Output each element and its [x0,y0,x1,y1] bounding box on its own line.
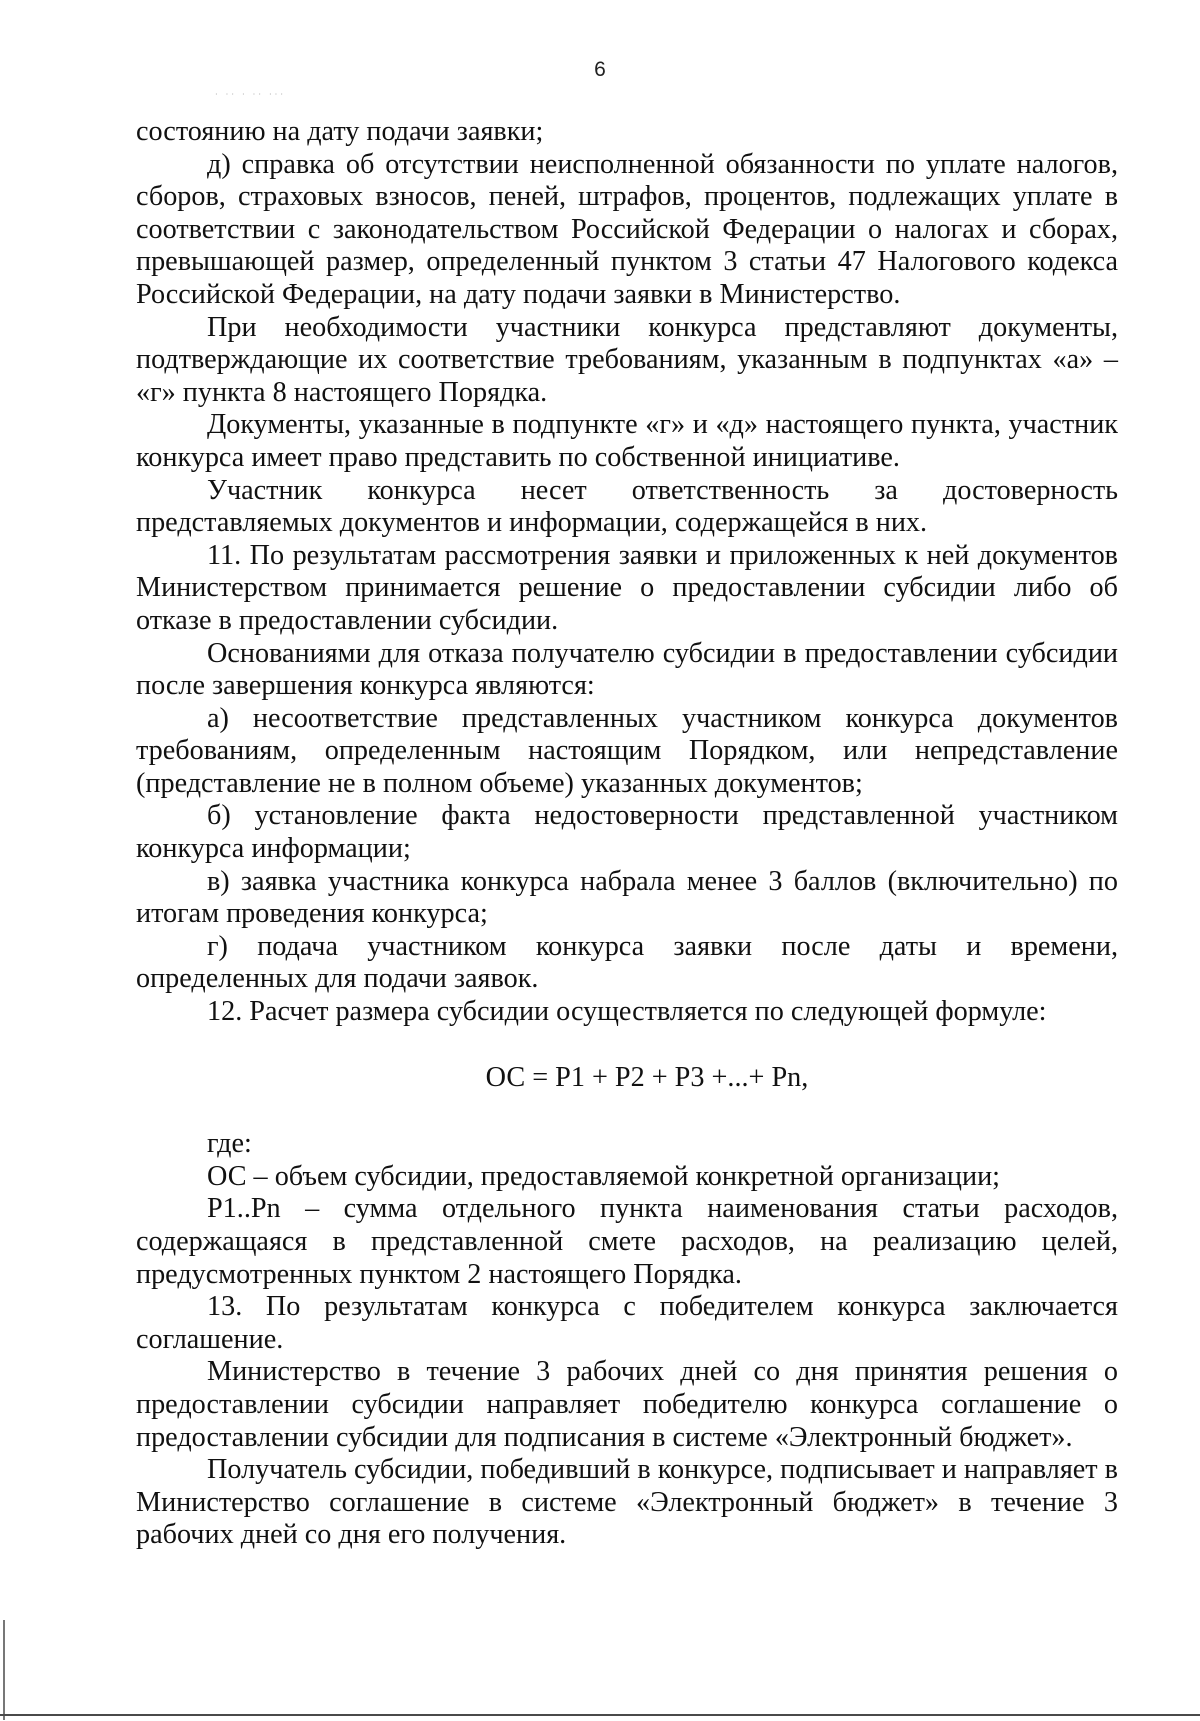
document-body [136,116,1118,1552]
paragraph: Министерство в течение 3 рабочих дней со дня принятия решения о предоставлении субсидии направляет победителю конкурса соглашение о предоставлении субсидии для подписания в системе «Электронный бюджет». [136,1356,1118,1453]
paragraph: где: [207,1128,252,1160]
page-number: 6 [594,58,606,81]
paragraph: Документы, указанные в подпункте «г» и «д» настоящего пункта, участник конкурса имеет право представить по собственной инициативе. [136,409,1118,473]
paragraph: ОС – объем субсидии, предоставляемой конкретной организации; [207,1160,1001,1192]
paragraph: в) заявка участника конкурса набрала менее 3 баллов (включительно) по итогам проведения конкурса; [136,865,1118,930]
paragraph: Получатель субсидии, победивший в конкурсе, подписывает и направляет в Министерство соглашение в системе «Электронный бюджет» в течение 3 рабочих дней со дня его получения. [136,1454,1118,1551]
paragraph: 13. По результатам конкурса с победителем конкурса заключается соглашение. [136,1291,1118,1355]
paragraph: 12. Расчет размера субсидии осуществляется по следующей формуле: [207,996,1047,1028]
paragraph: Основаниями для отказа получателю субсидии в предоставлении субсидии после завершения конкурса являются: [136,637,1118,702]
paragraph: г) подача участником конкурса заявки после даты и времени, определенных для подачи заявок. [136,930,1118,995]
scan-artifact: · ·· · ·· ··· [215,90,286,99]
paragraph: Р1..Рn – сумма отдельного пункта наименования статьи расходов, содержащаяся в представленной смете расходов, на реализацию целей, предусмотренных пунктом 2 настоящего Порядка. [136,1193,1118,1290]
scan-bottom-edge [0,1714,1200,1716]
subsidy-formula: ОС = Р1 + Р2 + Р3 +...+ Рn, [485,1061,809,1093]
paragraph: Участник конкурса несет ответственность за достоверность представляемых документов и информации, содержащейся в них. [136,474,1118,539]
paragraph: б) установление факта недостоверности представленной участником конкурса информации; [136,800,1118,865]
paragraph: д) справка об отсутствии неисполненной обязанности по уплате налогов, сборов, страховых взносов, пеней, штрафов, процентов, подлежащих уплате в соответствии с законодательством Российской Федерации о налогах и сборах, превышающей размер, определенный пунктом 3 статьи 47 Налогового кодекса Российской Федерации, на дату подачи заявки в Министерство. [136,148,1118,310]
paragraph: 11. По результатам рассмотрения заявки и приложенных к ней документов Министерством принимается решение о предоставлении субсидии либо об отказе в предоставлении субсидии. [136,539,1118,636]
paragraph: а) несоответствие представленных участником конкурса документов требованиям, определенным настоящим Порядком, или непредставление (представление не в полном объеме) указанных документов; [136,702,1118,799]
paragraph: При необходимости участники конкурса представляют документы, подтверждающие их соответствие требованиям, указанным в подпунктах «а» – «г» пункта 8 настоящего Порядка. [136,311,1118,408]
paragraph: состоянию на дату подачи заявки; [136,116,544,147]
scan-edge-mark [3,1620,5,1720]
